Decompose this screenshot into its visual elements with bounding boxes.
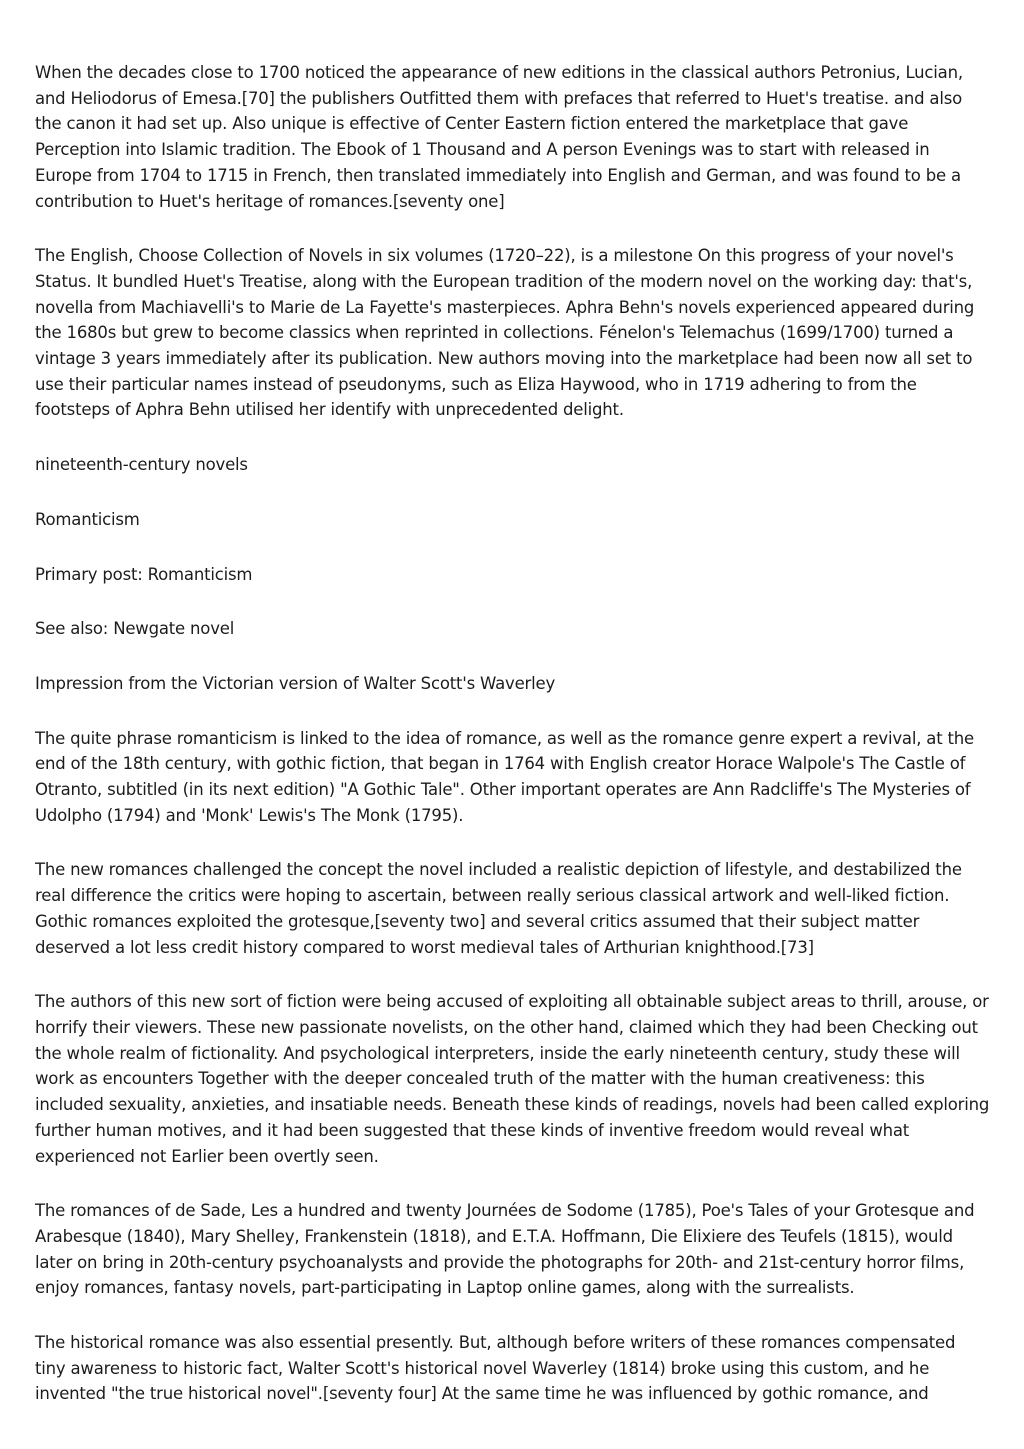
paragraph-5: The authors of this new sort of fiction were being accused of exploiting all obtainable subject areas to thrill, arouse, or horrify their viewers. These new passionate novelists, on the other hand, claimed which they had been Checking out the whole realm of fictionality. And psychological interpreters, inside the early nineteenth century, study these will work as encounters Together with the deeper concealed truth of the matter with the human creativeness: this included sexuality, anxieties, and insatiable needs. Beneath these kinds of readings, novels had been called exploring further human motives, and it had been suggested that these kinds of inventive freedom would reveal what experienced not Earlier been overtly seen.: [35, 992, 990, 1166]
paragraph-3: The quite phrase romanticism is linked to the idea of romance, as well as the romance genre expert a revival, at the end of the 18th century, with gothic fiction, that began in 1764 with English creator Horace Walpole's The Castle of Otranto, subtitled (in its next edition) "A Gothic Tale". Other important operates are Ann Radcliffe's The Mysteries of Udolpho (1794) and 'Monk' Lewis's The Monk (1795).: [35, 728, 975, 825]
section-heading-romanticism: Romanticism: [35, 509, 140, 529]
main-article-note: Primary post: Romanticism: [35, 564, 253, 584]
paragraph-1: When the decades close to 1700 noticed the appearance of new editions in the classical authors Petronius, Lucian, and Heliodorus of Emesa.[70] the publishers Outfitted them with prefaces that referred to Huet's treatise. and also the canon it had set up. Also unique is effective of Center Eastern fiction entered the marketplace that gave Perception into Islamic tradition. The Ebook of 1 Thousand and A person Evenings was to start with released in Europe from 1704 to 1715 in French, then translated immediately into English and German, and was found to be a contribution to Huet's heritage of romances.[seventy one]: [35, 63, 963, 211]
paragraph-6: The romances of de Sade, Les a hundred and twenty Journées de Sodome (1785), Poe's Tales of your Grotesque and Arabesque (1840), Mary Shelley, Frankenstein (1818), and E.T.A. Hoffmann, Die Elixiere des Teufels (1815), would later on bring in 20th-century psychoanalysts and provide the photographs for 20th- and 21st-century horror films, enjoy romances, fantasy novels, part-participating in Laptop online games, along with the surrealists.: [35, 1201, 975, 1298]
paragraph-7: The historical romance was also essential presently. But, although before writers of these romances compensated tiny awareness to historic fact, Walter Scott's historical novel Waverley (1814) broke using this custom, and he invented "the true historical novel".[seventy four] At the same time he was influenced by gothic romance, and: [35, 1333, 956, 1404]
paragraph-2: The English, Choose Collection of Novels in six volumes (1720–22), is a milestone On this progress of your novel's Status. It bundled Huet's Treatise, along with the European tradition of the modern novel on the working day: that's, novella from Machiavelli's to Marie de La Fayette's masterpieces. Aphra Behn's novels experienced appeared during the 1680s but grew to become classics when reprinted in collections. Fénelon's Telemachus (1699/1700) turned a vintage 3 years immediately after its publication. New authors moving into the marketplace had been now all set to use their particular names instead of pseudonyms, such as Eliza Haywood, who in 1719 adhering to from the footsteps of Aphra Behn utilised her identify with unprecedented delight.: [35, 246, 975, 420]
paragraph-4: The new romances challenged the concept the novel included a realistic depiction of lifestyle, and destabilized the real difference the critics were hoping to ascertain, between really serious classical artwork and well-liked fiction. Gothic romances exploited the grotesque,[seventy two] and several critics assumed that their subject matter deserved a lot less credit history compared to worst medieval tales of Arthurian knighthood.[73]: [35, 860, 962, 957]
see-also-note: See also: Newgate novel: [35, 619, 235, 639]
document-body: [35, 60, 990, 1436]
image-caption: Impression from the Victorian version of Walter Scott's Waverley: [35, 673, 556, 693]
section-heading-nineteenth-century: nineteenth-century novels: [35, 455, 248, 475]
